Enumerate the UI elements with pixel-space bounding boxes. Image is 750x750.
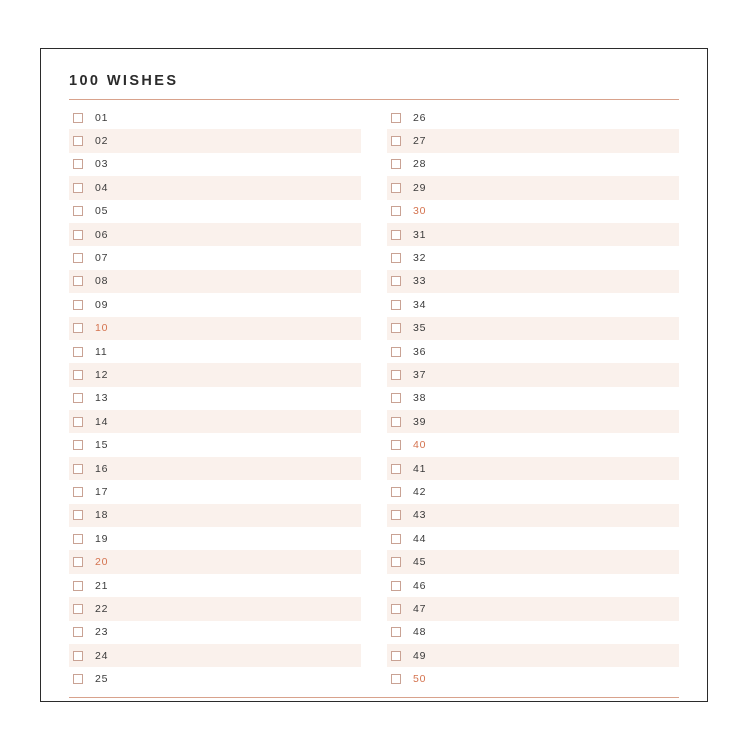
checkbox-icon[interactable] bbox=[391, 651, 401, 661]
checkbox-icon[interactable] bbox=[73, 276, 83, 286]
wish-number: 50 bbox=[413, 673, 427, 686]
checkbox-icon[interactable] bbox=[73, 651, 83, 661]
checkbox-icon[interactable] bbox=[391, 674, 401, 684]
wish-number: 37 bbox=[413, 368, 427, 381]
wish-row[interactable] bbox=[387, 176, 679, 199]
checkbox-icon[interactable] bbox=[391, 276, 401, 286]
wish-number: 16 bbox=[95, 462, 109, 475]
checkbox-icon[interactable] bbox=[73, 581, 83, 591]
wish-number: 06 bbox=[95, 228, 109, 241]
checkbox-icon[interactable] bbox=[73, 464, 83, 474]
checkbox-icon[interactable] bbox=[391, 370, 401, 380]
wish-number: 10 bbox=[95, 322, 109, 335]
checkbox-icon[interactable] bbox=[73, 113, 83, 123]
wish-number: 43 bbox=[413, 509, 427, 522]
wishes-page bbox=[40, 48, 708, 702]
checkbox-icon[interactable] bbox=[391, 393, 401, 403]
wish-number: 40 bbox=[413, 439, 427, 452]
wish-row[interactable] bbox=[387, 387, 679, 410]
sheet-inner bbox=[69, 67, 679, 686]
wish-number: 19 bbox=[95, 532, 109, 545]
wish-number: 29 bbox=[413, 181, 427, 194]
wish-row[interactable] bbox=[69, 410, 361, 433]
wish-number: 46 bbox=[413, 579, 427, 592]
checkbox-icon[interactable] bbox=[73, 370, 83, 380]
wish-row[interactable] bbox=[69, 176, 361, 199]
checkbox-icon[interactable] bbox=[391, 159, 401, 169]
wish-number: 11 bbox=[95, 345, 108, 358]
wish-number: 42 bbox=[413, 485, 427, 498]
wish-row[interactable] bbox=[387, 270, 679, 293]
checkbox-icon[interactable] bbox=[391, 206, 401, 216]
checkbox-icon[interactable] bbox=[73, 534, 83, 544]
wish-number: 14 bbox=[95, 415, 109, 428]
wish-number: 36 bbox=[413, 345, 427, 358]
checkbox-icon[interactable] bbox=[73, 347, 83, 357]
checkbox-icon[interactable] bbox=[73, 253, 83, 263]
wish-row[interactable] bbox=[69, 153, 361, 176]
wish-row[interactable] bbox=[387, 433, 679, 456]
wish-row[interactable] bbox=[387, 246, 679, 269]
checkbox-icon[interactable] bbox=[73, 510, 83, 520]
wish-row[interactable] bbox=[387, 644, 679, 667]
wish-row[interactable] bbox=[69, 317, 361, 340]
wish-row[interactable] bbox=[387, 293, 679, 316]
wish-number: 13 bbox=[95, 392, 109, 405]
wish-row[interactable] bbox=[387, 106, 679, 129]
checkbox-icon[interactable] bbox=[391, 136, 401, 146]
wish-row[interactable] bbox=[387, 574, 679, 597]
wish-row[interactable] bbox=[387, 223, 679, 246]
wish-row[interactable] bbox=[69, 457, 361, 480]
checkbox-icon[interactable] bbox=[391, 581, 401, 591]
wish-row[interactable] bbox=[387, 340, 679, 363]
wish-row[interactable] bbox=[387, 527, 679, 550]
wish-number: 17 bbox=[95, 485, 109, 498]
checkbox-icon[interactable] bbox=[391, 230, 401, 240]
wish-number: 05 bbox=[95, 205, 109, 218]
wish-number: 39 bbox=[413, 415, 427, 428]
wish-number: 02 bbox=[95, 135, 109, 148]
wish-number: 47 bbox=[413, 602, 427, 615]
page-title: 100 WISHES bbox=[69, 73, 179, 89]
wish-row[interactable] bbox=[387, 457, 679, 480]
checkbox-icon[interactable] bbox=[73, 417, 83, 427]
wish-row[interactable] bbox=[69, 621, 361, 644]
wish-number: 15 bbox=[95, 439, 109, 452]
wish-row[interactable] bbox=[69, 387, 361, 410]
wish-number: 49 bbox=[413, 649, 427, 662]
wish-row[interactable] bbox=[69, 527, 361, 550]
wish-number: 09 bbox=[95, 298, 109, 311]
wishes-columns bbox=[69, 106, 679, 691]
checkbox-icon[interactable] bbox=[391, 253, 401, 263]
wish-row[interactable] bbox=[69, 574, 361, 597]
bottom-divider bbox=[69, 697, 679, 698]
wish-row[interactable] bbox=[69, 644, 361, 667]
checkbox-icon[interactable] bbox=[391, 557, 401, 567]
left-column bbox=[69, 106, 361, 691]
wish-number: 22 bbox=[95, 602, 109, 615]
checkbox-icon[interactable] bbox=[73, 230, 83, 240]
checkbox-icon[interactable] bbox=[391, 534, 401, 544]
wish-row[interactable] bbox=[69, 340, 361, 363]
checkbox-icon[interactable] bbox=[73, 627, 83, 637]
checkbox-icon[interactable] bbox=[73, 323, 83, 333]
wish-row[interactable] bbox=[69, 223, 361, 246]
checkbox-icon[interactable] bbox=[73, 440, 83, 450]
wish-row[interactable] bbox=[69, 504, 361, 527]
wish-number: 48 bbox=[413, 626, 427, 639]
checkbox-icon[interactable] bbox=[73, 604, 83, 614]
wish-row[interactable] bbox=[387, 550, 679, 573]
wish-number: 44 bbox=[413, 532, 427, 545]
wish-row[interactable] bbox=[387, 410, 679, 433]
wish-row[interactable] bbox=[69, 480, 361, 503]
wish-row[interactable] bbox=[387, 200, 679, 223]
wish-number: 35 bbox=[413, 322, 427, 335]
wish-number: 21 bbox=[95, 579, 109, 592]
wish-number: 18 bbox=[95, 509, 109, 522]
wish-row[interactable] bbox=[387, 480, 679, 503]
wish-row[interactable] bbox=[69, 667, 361, 690]
checkbox-icon[interactable] bbox=[391, 464, 401, 474]
wish-row[interactable] bbox=[387, 597, 679, 620]
checkbox-icon[interactable] bbox=[391, 183, 401, 193]
wish-number: 23 bbox=[95, 626, 109, 639]
wish-row[interactable] bbox=[69, 246, 361, 269]
wish-row[interactable] bbox=[387, 621, 679, 644]
checkbox-icon[interactable] bbox=[391, 440, 401, 450]
wish-row[interactable] bbox=[69, 363, 361, 386]
wish-number: 45 bbox=[413, 556, 427, 569]
wish-number: 07 bbox=[95, 252, 109, 265]
wish-number: 24 bbox=[95, 649, 109, 662]
wish-row[interactable] bbox=[69, 200, 361, 223]
wish-number: 33 bbox=[413, 275, 427, 288]
wish-row[interactable] bbox=[387, 317, 679, 340]
checkbox-icon[interactable] bbox=[73, 487, 83, 497]
wish-row[interactable] bbox=[387, 129, 679, 152]
wish-number: 25 bbox=[95, 673, 109, 686]
wish-row[interactable] bbox=[69, 270, 361, 293]
checkbox-icon[interactable] bbox=[73, 300, 83, 310]
checkbox-icon[interactable] bbox=[73, 206, 83, 216]
wish-number: 38 bbox=[413, 392, 427, 405]
checkbox-icon[interactable] bbox=[391, 510, 401, 520]
wish-number: 41 bbox=[413, 462, 427, 475]
wish-row[interactable] bbox=[387, 504, 679, 527]
wish-number: 30 bbox=[413, 205, 427, 218]
checkbox-icon[interactable] bbox=[73, 393, 83, 403]
wish-number: 04 bbox=[95, 181, 109, 194]
checkbox-icon[interactable] bbox=[73, 674, 83, 684]
checkbox-icon[interactable] bbox=[73, 159, 83, 169]
wish-number: 32 bbox=[413, 252, 427, 265]
wish-row[interactable] bbox=[69, 597, 361, 620]
checkbox-icon[interactable] bbox=[73, 557, 83, 567]
wish-row[interactable] bbox=[69, 106, 361, 129]
wish-number: 08 bbox=[95, 275, 109, 288]
checkbox-icon[interactable] bbox=[73, 136, 83, 146]
checkbox-icon[interactable] bbox=[391, 300, 401, 310]
wish-row[interactable] bbox=[387, 667, 679, 690]
wish-row[interactable] bbox=[387, 363, 679, 386]
checkbox-icon[interactable] bbox=[391, 113, 401, 123]
wish-number: 34 bbox=[413, 298, 427, 311]
checkbox-icon[interactable] bbox=[391, 604, 401, 614]
wish-number: 28 bbox=[413, 158, 427, 171]
wish-number: 03 bbox=[95, 158, 109, 171]
wish-row[interactable] bbox=[387, 153, 679, 176]
right-column bbox=[387, 106, 679, 691]
checkbox-icon[interactable] bbox=[391, 347, 401, 357]
wish-row[interactable] bbox=[69, 129, 361, 152]
checkbox-icon[interactable] bbox=[73, 183, 83, 193]
wish-number: 27 bbox=[413, 135, 427, 148]
wish-row[interactable] bbox=[69, 293, 361, 316]
wish-number: 31 bbox=[413, 228, 427, 241]
wish-row[interactable] bbox=[69, 433, 361, 456]
checkbox-icon[interactable] bbox=[391, 323, 401, 333]
wish-number: 01 bbox=[95, 111, 109, 124]
wish-row[interactable] bbox=[69, 550, 361, 573]
checkbox-icon[interactable] bbox=[391, 487, 401, 497]
wish-number: 26 bbox=[413, 111, 427, 124]
checkbox-icon[interactable] bbox=[391, 417, 401, 427]
wish-number: 12 bbox=[95, 368, 109, 381]
wish-number: 20 bbox=[95, 556, 109, 569]
top-divider bbox=[69, 99, 679, 100]
checkbox-icon[interactable] bbox=[391, 627, 401, 637]
